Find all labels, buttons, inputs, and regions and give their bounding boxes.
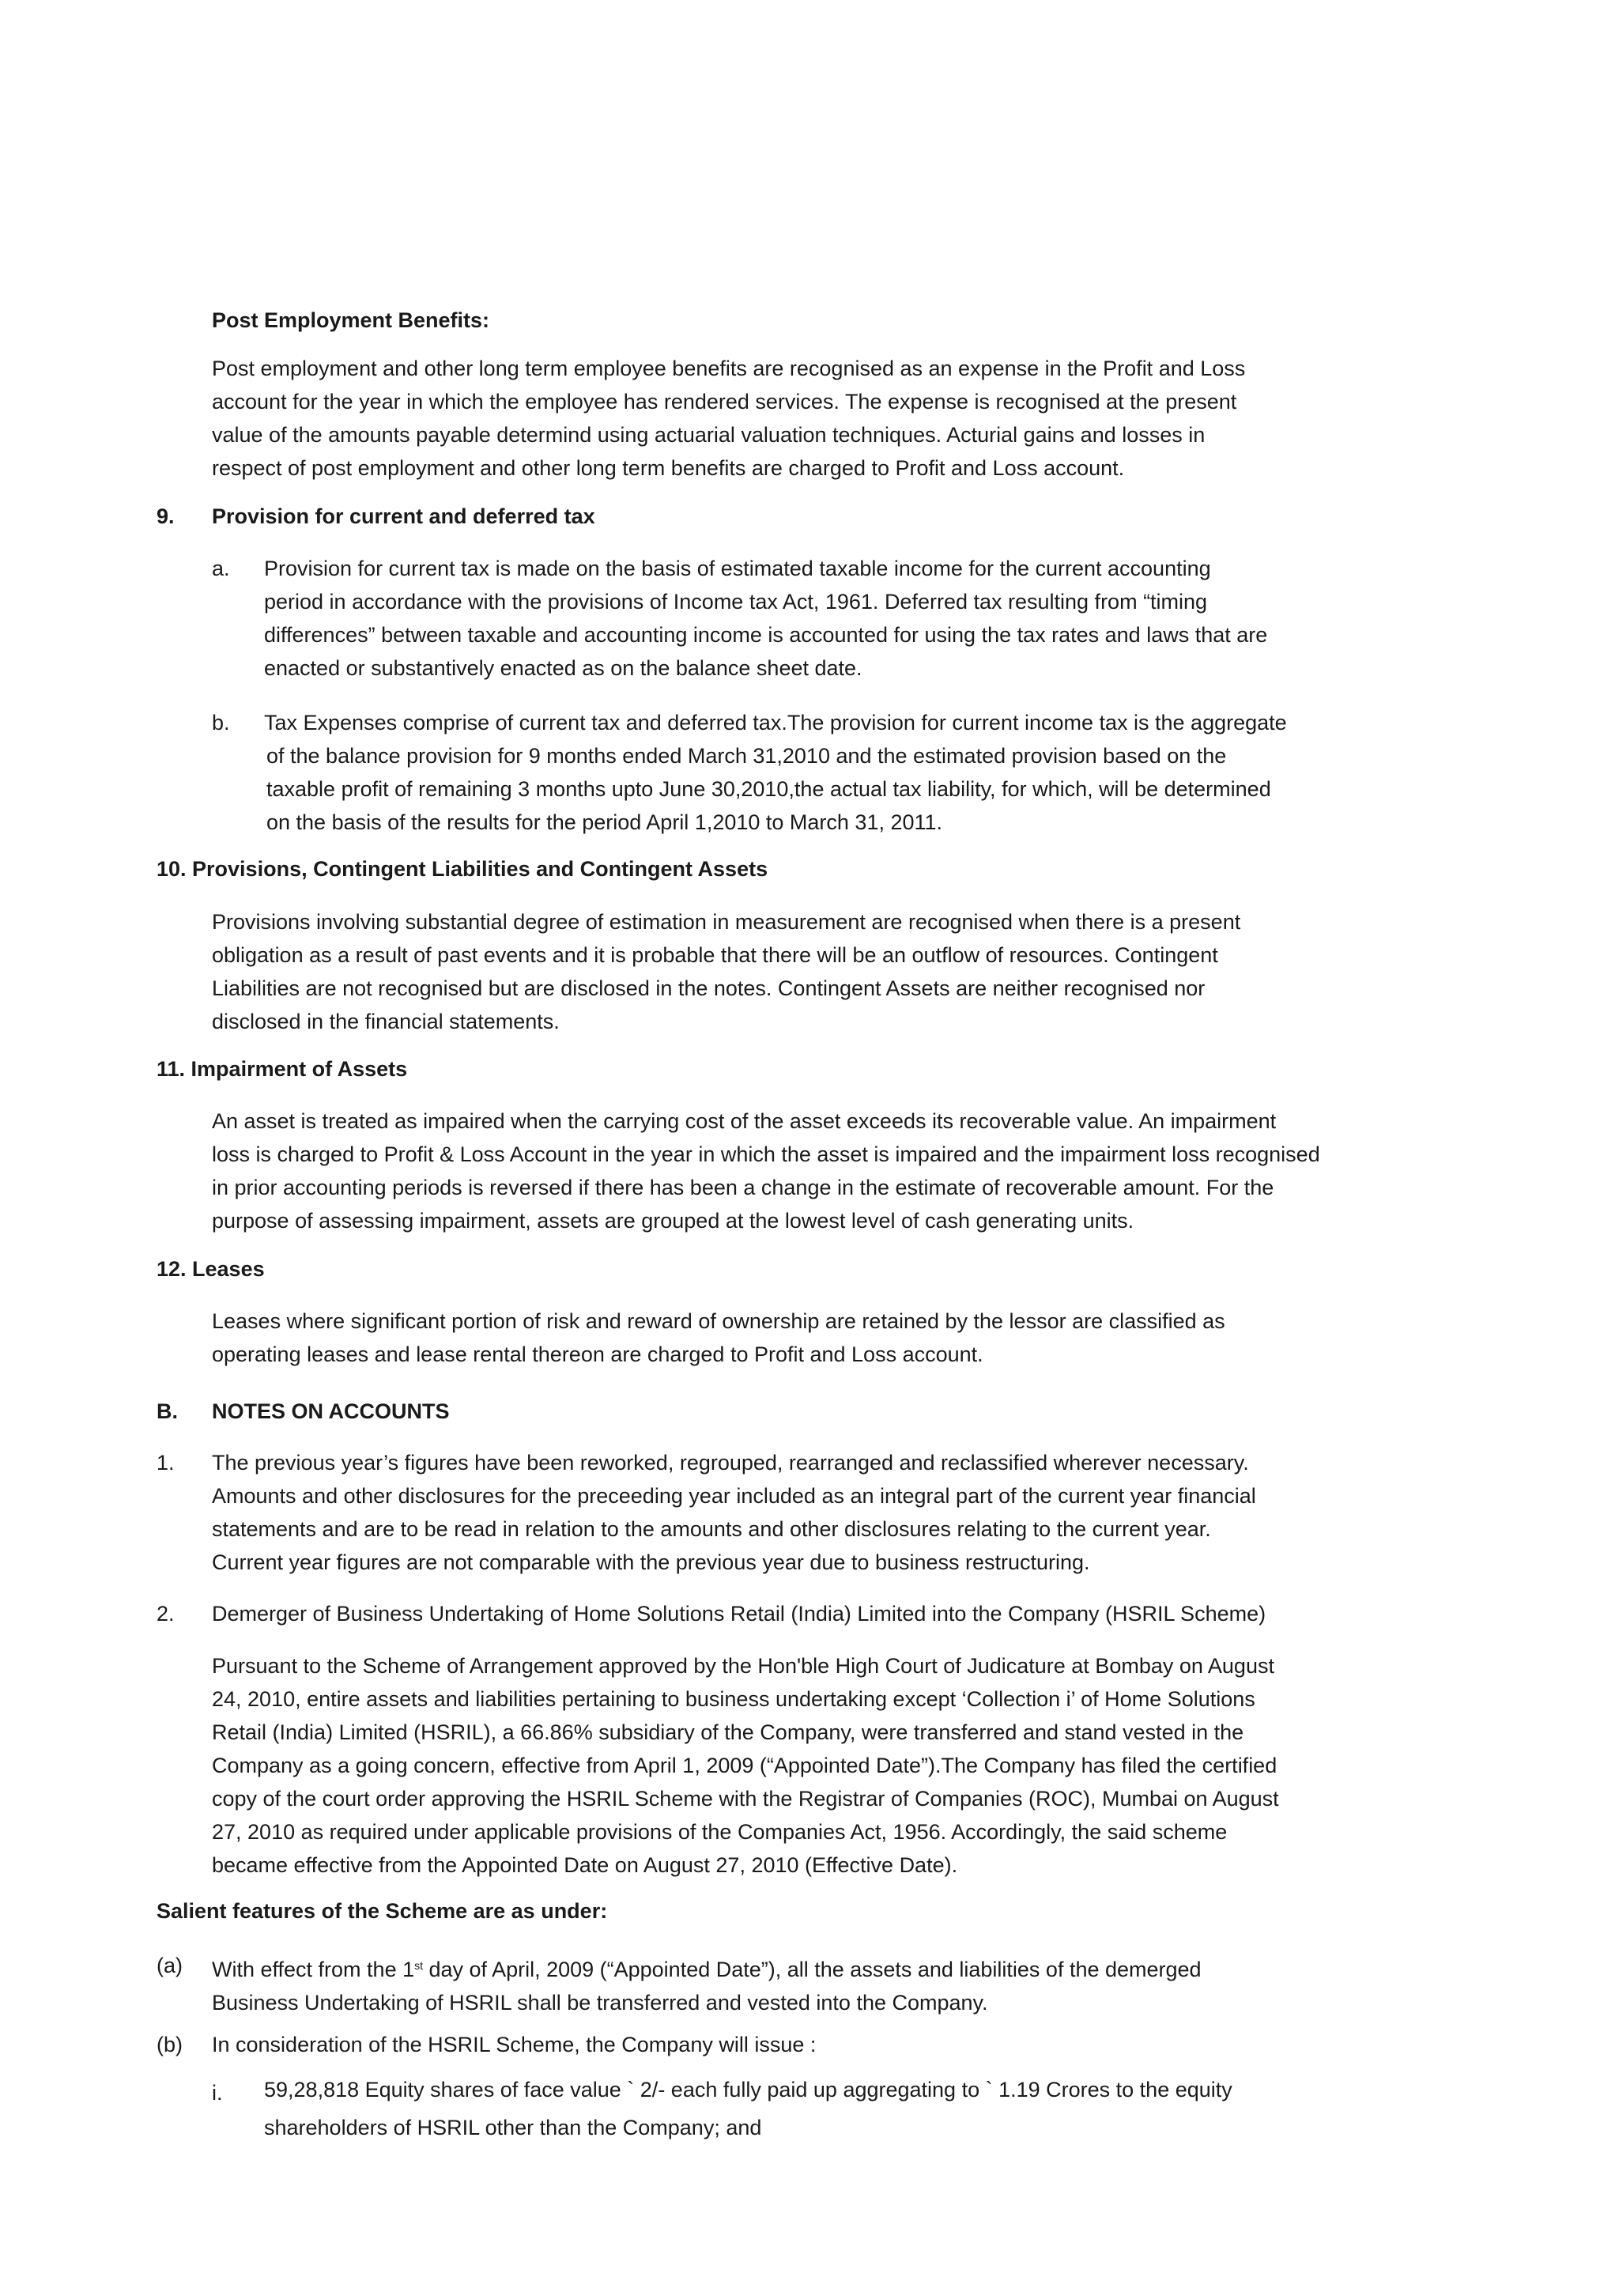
text-fragment: With effect from the 1 xyxy=(212,1958,415,1981)
text-line: respect of post employment and other long term benefits are charged to Profit and Loss account. xyxy=(212,456,1125,480)
notes-marker: B. xyxy=(157,1399,178,1423)
section-9a-paragraph xyxy=(264,552,1267,685)
text-line: enacted or substantively enacted as on the balance sheet date. xyxy=(264,656,862,680)
text-line: Pursuant to the Scheme of Arrangement approved by the Hon'ble High Court of Judicature at Bombay on August xyxy=(212,1654,1274,1678)
text-line: Company as a going concern, effective from April 1, 2009 (“Appointed Date”).The Company has filed the certified xyxy=(212,1754,1277,1777)
salient-a-marker: (a) xyxy=(157,1954,183,1977)
text-line: on the basis of the results for the period April 1,2010 to March 31, 2011. xyxy=(266,810,943,834)
section-10-paragraph xyxy=(212,905,1240,1038)
text-fragment: day of April, 2009 (“Appointed Date”), all the assets and liabilities of the demerged xyxy=(423,1958,1202,1981)
text-line: differences” between taxable and accounting income is accounted for using the tax rates and laws that are xyxy=(264,623,1268,647)
note-1-paragraph xyxy=(212,1446,1256,1579)
text-line: in prior accounting periods is reversed if there has been a change in the estimate of recoverable amount. For the xyxy=(212,1176,1274,1199)
text-line: Leases where significant portion of risk and reward of ownership are retained by the lessor are classified as xyxy=(212,1309,1225,1333)
text-line: period in accordance with the provisions of Income tax Act, 1961. Deferred tax resulting from “timing xyxy=(264,590,1208,614)
salient-i-marker: i. xyxy=(212,2081,223,2105)
text-line: Retail (India) Limited (HSRIL), a 66.86% subsidiary of the Company, were transferred and stand vested in the xyxy=(212,1720,1244,1744)
post-employment-paragraph xyxy=(212,352,1245,485)
section-10-heading: 10. Provisions, Contingent Liabilities and Contingent Assets xyxy=(157,857,768,881)
section-12-paragraph xyxy=(212,1305,1225,1371)
text-line: account for the year in which the employee has rendered services. The expense is recognised at the present xyxy=(212,390,1237,414)
section-9-heading: Provision for current and deferred tax xyxy=(212,504,595,528)
text-line: shareholders of HSRIL other than the Company; and xyxy=(264,2116,762,2139)
text-line: Current year figures are not comparable with the previous year due to business restructuring. xyxy=(212,1550,1090,1574)
text-line: 27, 2010 as required under applicable provisions of the Companies Act, 1956. Accordingly, the said scheme xyxy=(212,1820,1228,1844)
text-line: Tax Expenses comprise of current tax and deferred tax.The provision for current income tax is the aggregate xyxy=(264,711,1287,734)
post-employment-heading: Post Employment Benefits: xyxy=(212,308,490,332)
text-line: The previous year’s figures have been reworked, regrouped, rearranged and reclassified wherever necessary. xyxy=(212,1451,1249,1475)
salient-b-marker: (b) xyxy=(157,2033,183,2056)
salient-i-paragraph xyxy=(264,2071,1232,2147)
section-9b-paragraph xyxy=(264,706,1287,839)
text-line: 59,28,818 Equity shares of face value ` 2/- each fully paid up aggregating to ` 1.19 Crores to the equity xyxy=(264,2078,1232,2102)
text-line: loss is charged to Profit & Loss Account in the year in which the asset is impaired and the impairment loss recognised xyxy=(212,1142,1320,1166)
text-line: disclosed in the financial statements. xyxy=(212,1010,560,1033)
superscript: st xyxy=(414,1959,423,1972)
text-line: Provisions involving substantial degree of estimation in measurement are recognised when there is a present xyxy=(212,910,1241,934)
text-line: 24, 2010, entire assets and liabilities pertaining to business undertaking except ‘Collection i’ of Home Solutions xyxy=(212,1687,1255,1711)
salient-b-line: In consideration of the HSRIL Scheme, the Company will issue : xyxy=(212,2033,817,2056)
text-line: purpose of assessing impairment, assets are grouped at the lowest level of cash generating units. xyxy=(212,1209,1134,1233)
text-line: Post employment and other long term employee benefits are recognised as an expense in the Profit and Loss xyxy=(212,357,1246,380)
text-line: Amounts and other disclosures for the preceeding year included as an integral part of the current year financial xyxy=(212,1484,1256,1508)
text-line: An asset is treated as impaired when the carrying cost of the asset exceeds its recoverable value. An impairment xyxy=(212,1109,1277,1133)
text-line: Provision for current tax is made on the basis of estimated taxable income for the current accounting xyxy=(264,557,1211,580)
section-9-number: 9. xyxy=(157,504,175,528)
text-line xyxy=(212,1949,1202,1986)
section-9a-marker: a. xyxy=(212,557,230,580)
salient-heading: Salient features of the Scheme are as under: xyxy=(157,1899,608,1923)
text-line: copy of the court order approving the HSRIL Scheme with the Registrar of Companies (ROC), Mumbai on August xyxy=(212,1787,1279,1811)
text-line: taxable profit of remaining 3 months upto June 30,2010,the actual tax liability, for which, will be determined xyxy=(266,777,1271,801)
text-line: Liabilities are not recognised but are disclosed in the notes. Contingent Assets are neither recognised nor xyxy=(212,976,1206,1000)
section-12-heading: 12. Leases xyxy=(157,1257,265,1281)
notes-heading: NOTES ON ACCOUNTS xyxy=(212,1399,450,1423)
text-line: became effective from the Appointed Date on August 27, 2010 (Effective Date). xyxy=(212,1853,958,1877)
text-line: value of the amounts payable determind using actuarial valuation techniques. Acturial gains and losses in xyxy=(212,423,1206,447)
section-9b-marker: b. xyxy=(212,711,230,734)
note-2-marker: 2. xyxy=(157,1602,175,1626)
section-11-heading: 11. Impairment of Assets xyxy=(157,1057,408,1081)
text-line: operating leases and lease rental thereon are charged to Profit and Loss account. xyxy=(212,1342,983,1366)
note-2-title: Demerger of Business Undertaking of Home Solutions Retail (India) Limited into the Company (HSRIL Scheme) xyxy=(212,1602,1266,1626)
note-1-marker: 1. xyxy=(157,1451,175,1475)
text-line: of the balance provision for 9 months ended March 31,2010 and the estimated provision based on the xyxy=(266,744,1227,768)
text-line: statements and are to be read in relation to the amounts and other disclosures relating to the current year. xyxy=(212,1517,1211,1541)
text-line: Business Undertaking of HSRIL shall be transferred and vested into the Company. xyxy=(212,1991,988,2015)
text-line: obligation as a result of past events and it is probable that there will be an outflow of resources. Contingent xyxy=(212,943,1218,967)
section-11-paragraph xyxy=(212,1105,1320,1237)
note-2-paragraph xyxy=(212,1649,1279,1882)
salient-a-paragraph xyxy=(212,1949,1202,2019)
